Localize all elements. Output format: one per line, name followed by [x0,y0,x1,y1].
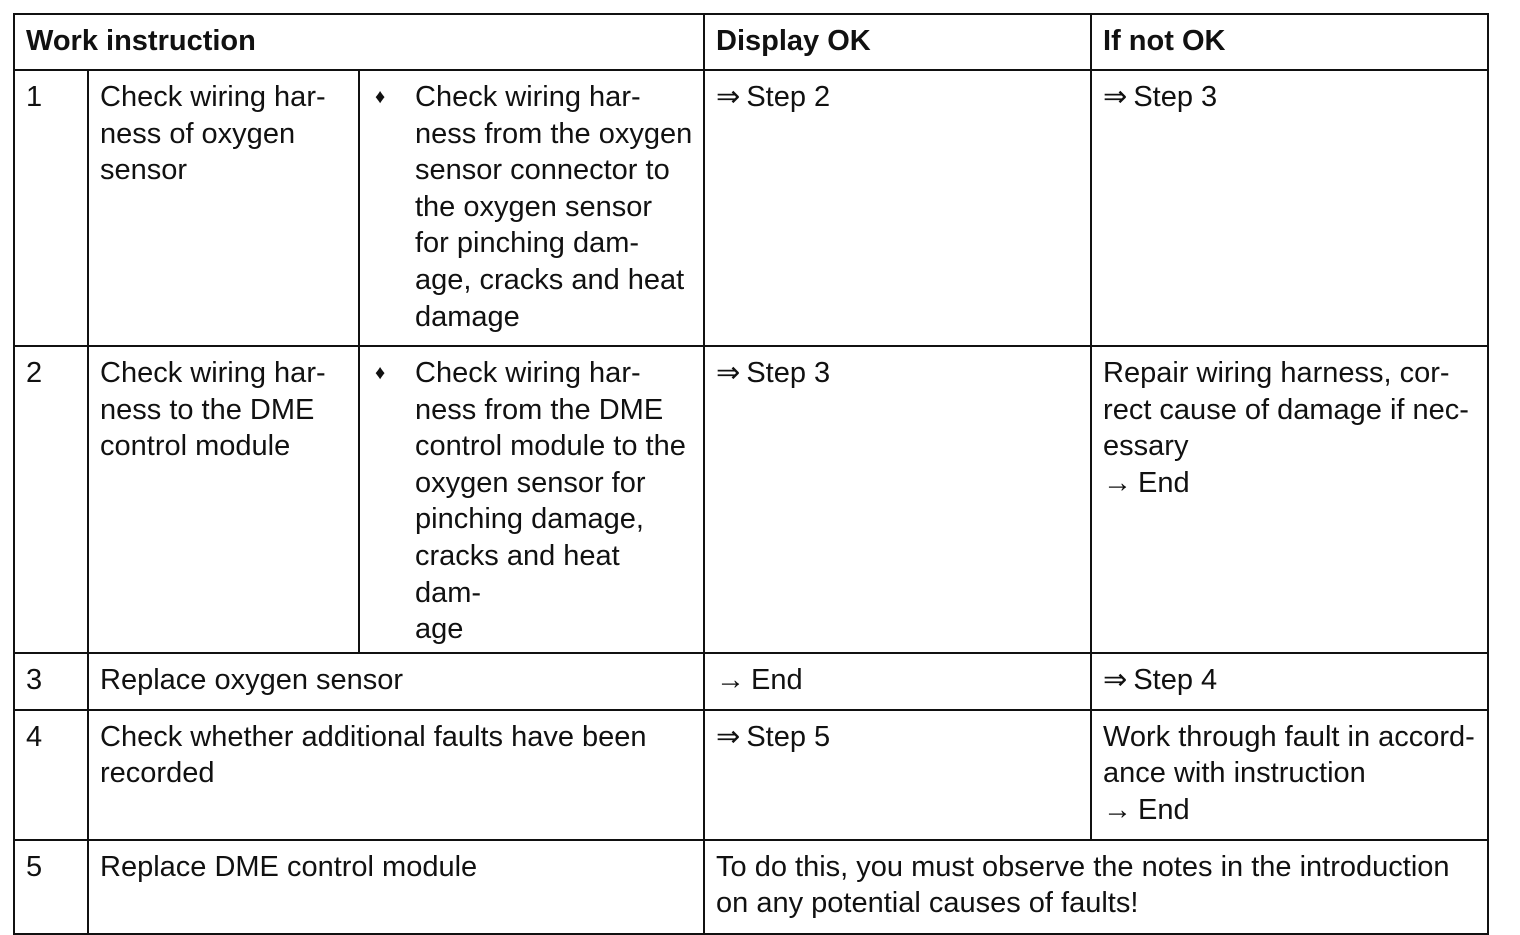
arrow-right-icon: → [1103,466,1133,499]
work-instruction-table [13,13,1489,935]
double-arrow-icon: ⇒ [716,357,741,389]
if-not-ok-cell: Work through fault in accord- ance with instruction → End [1091,710,1488,840]
if-not-ok-cell: Repair wiring harness, cor- rect cause of damage if nec- essary → End [1091,346,1488,653]
step-action: Replace DME control module [88,840,704,934]
table-row [14,840,1488,934]
table-row [14,70,1488,346]
bullet-diamond-icon: ♦ [375,362,386,384]
step-action: Check wiring har- ness to the DME control module [88,346,359,653]
step-action: Check wiring har- ness of oxygen sensor [88,70,359,346]
display-ok-cell: → End [704,653,1091,710]
display-ok-cell: ⇒ Step 5 [704,710,1091,840]
header-if-not-ok: If not OK [1091,14,1488,70]
double-arrow-icon: ⇒ [716,720,741,753]
step-action: Check whether additional faults have been recorded [88,710,704,840]
step-number: 3 [14,653,88,710]
display-ok-cell: ⇒ Step 2 [704,70,1091,346]
arrow-right-icon: → [716,663,746,696]
arrow-right-icon: → [1103,793,1133,826]
double-arrow-icon: ⇒ [1103,81,1128,113]
header-work-instruction: Work instruction [14,14,704,70]
step-number: 2 [14,346,88,653]
if-not-ok-cell: ⇒ Step 3 [1091,70,1488,346]
header-row [14,14,1488,70]
table-row [14,346,1488,653]
step-action: Replace oxygen sensor [88,653,704,710]
if-not-ok-cell: ⇒ Step 4 [1091,653,1488,710]
header-display-ok: Display OK [704,14,1091,70]
step-number: 1 [14,70,88,346]
step-number: 5 [14,840,88,934]
table-row [14,710,1488,840]
step-number: 4 [14,710,88,840]
step-note: To do this, you must observe the notes in the introduction on any potential causes of faults! [704,840,1488,934]
double-arrow-icon: ⇒ [716,81,741,113]
step-detail: ♦ Check wiring har- ness from the oxygen sensor connector to the oxygen sensor for pinching dam- age, cracks and heat damage [359,70,704,346]
table-row [14,653,1488,710]
display-ok-cell: ⇒ Step 3 [704,346,1091,653]
double-arrow-icon: ⇒ [1103,663,1128,696]
bullet-diamond-icon: ♦ [375,86,386,108]
step-detail: ♦ Check wiring har- ness from the DME control module to the oxygen sensor for pinching damage, cracks and heat dam- age [359,346,704,653]
